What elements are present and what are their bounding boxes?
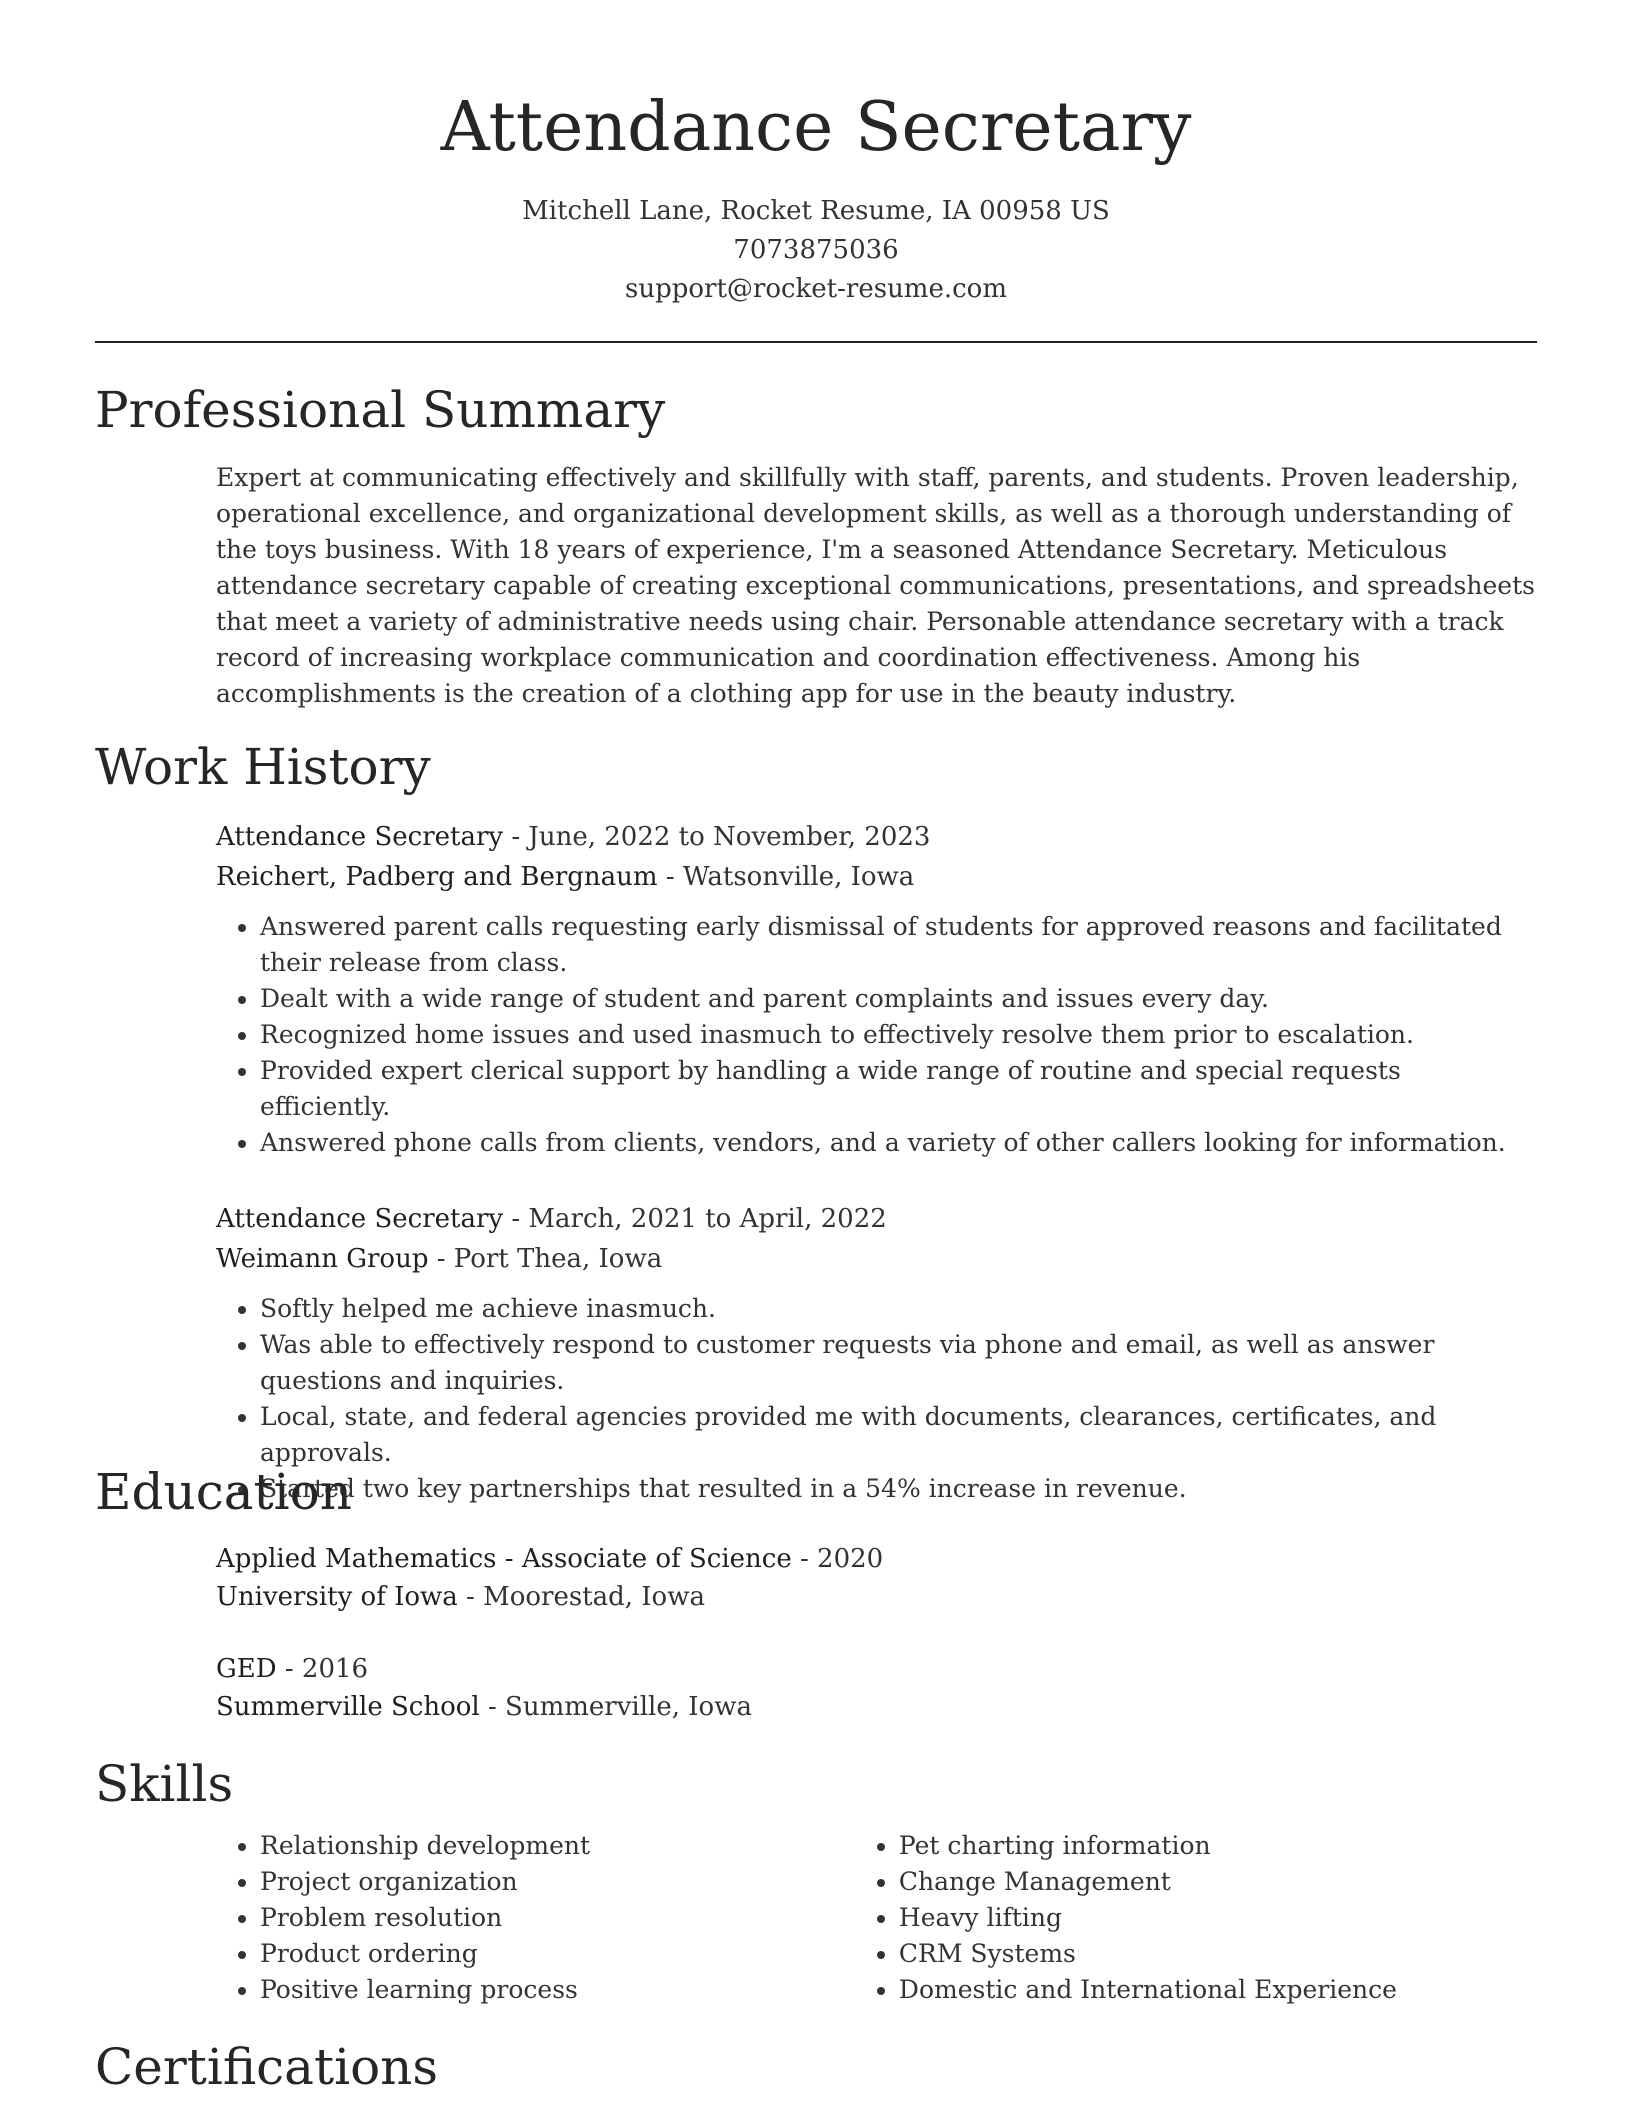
summary-body xyxy=(216,460,1537,712)
job-company-line xyxy=(216,1239,1537,1279)
summary-section xyxy=(95,378,1537,712)
list-item: • Positive learning process xyxy=(260,1972,855,2008)
contact-phone: 7073875036 xyxy=(733,235,899,265)
job-title-line xyxy=(216,817,1537,857)
skills-section xyxy=(95,1752,1537,2008)
list-item: • Product ordering xyxy=(260,1936,855,1972)
education-section xyxy=(95,1460,1537,1726)
list-item: • Started two key partnerships that resulted in a 54% increase in revenue. xyxy=(260,1471,1537,1507)
education-body xyxy=(216,1540,1537,1726)
list-item: • Was able to effectively respond to customer requests via phone and email, as well as answer questions and inquiries. xyxy=(260,1327,1537,1399)
header-divider xyxy=(95,341,1537,343)
job-role: Attendance Secretary xyxy=(216,822,504,852)
contact-address: Mitchell Lane, Rocket Resume, IA 00958 US xyxy=(522,196,1110,226)
job-dates: - June, 2022 to November, 2023 xyxy=(503,822,931,852)
education-degree-line xyxy=(216,1650,1537,1688)
education-degree: Applied Mathematics - Associate of Science xyxy=(216,1544,792,1574)
education-year: - 2016 xyxy=(276,1654,369,1684)
list-item: • Dealt with a wide range of student and parent complaints and issues every day. xyxy=(260,981,1537,1017)
skills-list-left xyxy=(216,1828,855,2008)
job-dates: - March, 2021 to April, 2022 xyxy=(503,1204,887,1234)
job-location: - Watsonville, Iowa xyxy=(657,862,915,892)
work-section xyxy=(95,735,1537,1507)
work-title: Work History xyxy=(95,738,431,796)
list-item: • Domestic and International Experience xyxy=(899,1972,1537,2008)
work-body xyxy=(216,817,1537,1507)
summary-text: Expert at communicating effectively and skillfully with staff, parents, and students. Proven leadership, operational excellence, and organizational development skills, as well as a thorough understanding of the toys business. With 18 years of experience, I'm a seasoned Attendance Secretary. Meticulous attendance secretary capable of creating exceptional communications, presentations, and spreadsheets that meet a variety of administrative needs using chair. Personable attendance secretary with a track record of increasing workplace communication and coordination effectiveness. Among his accomplishments is the creation of a clothing app for use in the beauty industry. xyxy=(216,463,1535,708)
skills-title: Skills xyxy=(95,1755,234,1813)
list-item: • Relationship development xyxy=(260,1828,855,1864)
job-location: - Port Thea, Iowa xyxy=(428,1244,663,1274)
education-title: Education xyxy=(95,1463,352,1521)
job-role: Attendance Secretary xyxy=(216,1204,504,1234)
education-school-line xyxy=(216,1688,1537,1726)
education-location: - Moorestad, Iowa xyxy=(457,1582,705,1612)
job-company: Reichert, Padberg and Bergnaum xyxy=(216,862,658,892)
education-entry xyxy=(216,1540,1537,1616)
education-school: University of Iowa xyxy=(216,1582,458,1612)
list-item: • CRM Systems xyxy=(899,1936,1537,1972)
job-title-line xyxy=(216,1199,1537,1239)
education-school-line xyxy=(216,1578,1537,1616)
skills-list-right xyxy=(855,1828,1537,2008)
list-item: • Change Management xyxy=(899,1864,1537,1900)
job-company: Weimann Group xyxy=(216,1244,429,1274)
list-item: • Answered parent calls requesting early dismissal of students for approved reasons and facilitated their release from class. xyxy=(260,909,1537,981)
list-item: • Pet charting information xyxy=(899,1828,1537,1864)
job-bullets xyxy=(216,909,1537,1161)
list-item: • Provided expert clerical support by handling a wide range of routine and special requests efficiently. xyxy=(260,1053,1537,1125)
list-item: • Problem resolution xyxy=(260,1900,855,1936)
job-company-line xyxy=(216,857,1537,897)
skills-body xyxy=(216,1828,1537,2008)
job-entry xyxy=(216,817,1537,1161)
education-degree-line xyxy=(216,1540,1537,1578)
summary-title: Professional Summary xyxy=(95,381,666,439)
contact-email: support@rocket-resume.com xyxy=(624,274,1007,304)
education-school: Summerville School xyxy=(216,1692,480,1722)
certifications-section xyxy=(95,2035,1537,2099)
list-item: • Heavy lifting xyxy=(899,1900,1537,1936)
list-item: • Local, state, and federal agencies provided me with documents, clearances, certificates, and approvals. xyxy=(260,1399,1537,1471)
skills-columns xyxy=(216,1828,1537,2008)
education-year: - 2020 xyxy=(791,1544,884,1574)
education-degree: GED xyxy=(216,1654,277,1684)
list-item: • Softly helped me achieve inasmuch. xyxy=(260,1291,1537,1327)
certifications-title: Certifications xyxy=(95,2038,439,2096)
contact-block xyxy=(0,192,1632,309)
resume-header xyxy=(0,0,1632,309)
list-item: • Project organization xyxy=(260,1864,855,1900)
list-item: • Answered phone calls from clients, vendors, and a variety of other callers looking for information. xyxy=(260,1125,1537,1161)
education-entry xyxy=(216,1650,1537,1726)
education-location: - Summerville, Iowa xyxy=(479,1692,752,1722)
resume-name: Attendance Secretary xyxy=(440,88,1192,167)
list-item: • Recognized home issues and used inasmuch to effectively resolve them prior to escalation. xyxy=(260,1017,1537,1053)
